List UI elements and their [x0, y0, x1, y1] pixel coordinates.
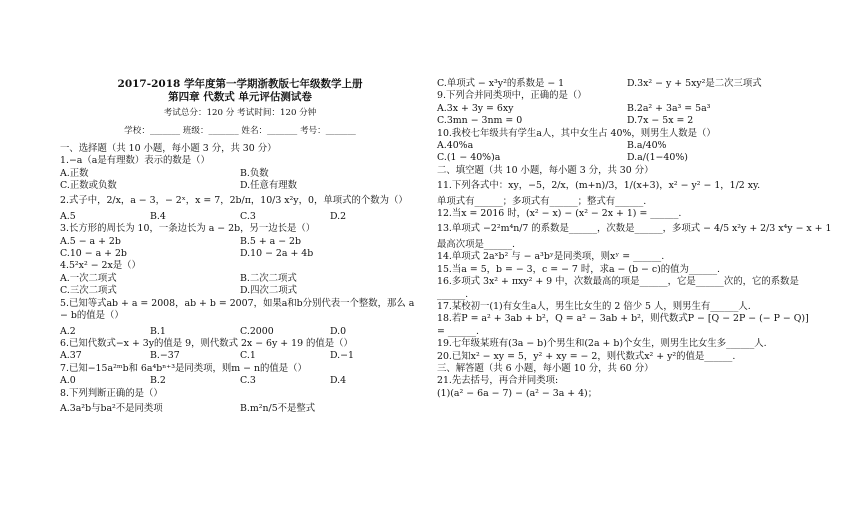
student-info: 学校：_______ 班级：_______ 姓名：_______ 考号：_______ [124, 126, 356, 137]
question-11: 11.下列各式中：xy，−5，2/x，(m+n)/3，1/(x+3)，x² − y² − 1，1/2 xy. [437, 180, 761, 192]
question-3-options [60, 236, 420, 248]
option: A.3x + 3y = 6xy [437, 102, 514, 114]
option: A.一次二项式 [60, 272, 117, 284]
left-column [60, 0, 420, 415]
question-7-options [60, 375, 420, 387]
option: D.7x − 5x = 2 [627, 115, 694, 127]
option: B.2 [150, 375, 166, 387]
option: B.负数 [240, 167, 269, 179]
question-11-blanks: 单项式有______；多项式有______；整式有______. [437, 195, 647, 207]
option: B.4 [150, 210, 166, 222]
question-10-options [437, 140, 817, 152]
question-6: 6.已知代数式−x + 3y的值是 9，则代数式 2x − 6y + 19 的值是（） [60, 337, 353, 349]
option: D.a/(1−40%) [627, 152, 688, 164]
option: D.2 [330, 210, 347, 222]
question-1-options-2 [60, 180, 420, 192]
option: D.3x² − y + 5xy²是二次三项式 [627, 78, 762, 89]
option: C.单项式 − x³y²的系数是 − 1 [437, 78, 565, 89]
option: C.三次二项式 [60, 285, 117, 297]
option: C.3 [240, 210, 256, 222]
option: A.40%a [437, 140, 474, 152]
question-5: 5.已知等式ab + a = 2008，ab + b = 2007，如果a和b分别代表一个整数，那么 a − b的值是（） [60, 297, 415, 322]
right-column [437, 0, 832, 400]
option: A.5 − a + 2b [60, 235, 121, 247]
option: C.2000 [240, 325, 274, 337]
option: C.3mn − 3nm = 0 [437, 115, 523, 127]
option: A.5 [60, 210, 76, 222]
question-20: 20.已知x² − xy = 5，y² + xy = − 2，则代数式x² + y²的值是______. [437, 350, 736, 362]
exam-subtitle: 第四章 代数式 单元评估测试卷 [168, 91, 312, 103]
option: D.−1 [330, 350, 354, 362]
option: C.1 [240, 350, 256, 362]
question-10-options-2 [437, 152, 817, 164]
option: B.2a² + 3a³ = 5a³ [627, 102, 711, 114]
option: B.5 + a − 2b [240, 235, 302, 247]
option: D.0 [330, 325, 347, 337]
section-1-heading: 一、选择题（共 10 小题，每小题 3 分，共 30 分） [60, 142, 277, 154]
question-2-options [60, 211, 420, 223]
question-16: 16.多项式 3x² + πxy² + 9 中，次数最高的项是______，它是______次的，它的系数是______. [437, 276, 799, 300]
option: B.−37 [150, 350, 180, 362]
option: C.正数或负数 [60, 180, 117, 192]
question-13-cont: 最高次项是______. [437, 238, 515, 250]
question-9-options [437, 103, 817, 115]
exam-info: 考试总分：120 分 考试时间：120 分钟 [163, 108, 317, 118]
option: B.a/40% [627, 140, 667, 152]
option: A.3a²b与ba²不是同类项 [60, 402, 163, 414]
question-21: 21.先去括号，再合并同类项: [437, 375, 559, 387]
option: D.4 [330, 375, 347, 387]
option: B.二次二项式 [240, 272, 297, 284]
question-17: 17.某校初一(1)有女生a人，男生比女生的 2 倍少 5 人，则男生有______人. [437, 300, 751, 312]
question-14: 14.单项式 2aˣb² 与 − a³bʸ是同类项，则xʸ = ______. [437, 251, 665, 263]
question-4-options-2 [60, 285, 420, 297]
question-2: 2.式子中，2/x，a − 3，− 2ˣ，x = 7，2b/π，10/3 x²y，0，单项式的个数为（） [60, 195, 408, 207]
question-5-options [60, 326, 420, 338]
section-3-heading: 三、解答题（共 6 小题，每小题 10 分，共 60 分） [437, 362, 654, 374]
question-15: 15.当a = 5，b = − 3，c = − 7 时，求a − (b − c)的值为______. [437, 263, 721, 275]
question-1: 1.−a（a是有理数）表示的数是（） [60, 155, 210, 167]
option: D.任意有理数 [240, 180, 298, 192]
option: A.37 [60, 350, 82, 362]
option: C.(1 − 40%)a [437, 152, 501, 164]
option: D.10 − 2a + 4b [240, 248, 314, 260]
question-3: 3.长方形的周长为 10，一条边长为 a − 2b，另一边长是（） [60, 223, 316, 235]
section-2-heading: 二、填空题（共 10 小题，每小题 3 分，共 30 分） [437, 164, 654, 176]
question-6-options [60, 350, 420, 362]
question-12: 12.当x = 2016 时，(x² − x) − (x² − 2x + 1) = ______. [437, 208, 682, 220]
question-8: 8.下列判断正确的是（） [60, 387, 163, 399]
question-4: 4.5²x² − 2x是（） [60, 260, 141, 272]
option: D.四次二项式 [240, 285, 298, 297]
question-10: 10.我校七年级共有学生a人，其中女生占 40%，则男生人数是（） [437, 127, 716, 139]
question-1-options [60, 168, 420, 180]
option: A.正数 [60, 167, 89, 179]
question-7: 7.已知−15a²ᵐb和 6a⁴bⁿ⁺³是同类项，则m − n的值是（） [60, 362, 307, 374]
question-19: 19.七年级某班有(3a − b)个男生和(2a + b)个女生，则男生比女生多______人. [437, 338, 767, 350]
option: C.10 − a + 2b [60, 248, 127, 260]
question-9: 9.下列合并同类项中，正确的是（） [437, 90, 587, 102]
option: A.0 [60, 375, 76, 387]
question-21-part-1: (1)(a² − 6a − 7) − (a² − 3a + 4)； [437, 387, 598, 399]
option: A.2 [60, 325, 76, 337]
question-9-options-2 [437, 115, 817, 127]
question-4-options [60, 273, 420, 285]
option: B.1 [150, 325, 166, 337]
question-13: 13.单项式 −2²m⁴n/7 的系数是______，次数是______，多项式 − 4/5 x²y + 2/3 x⁴y − x + 1 [437, 223, 832, 235]
question-3-options-2 [60, 248, 420, 260]
question-8-options-cd [437, 78, 817, 90]
question-8-options [60, 403, 420, 415]
question-18: 18.若P = a² + 3ab + b²，Q = a² − 3ab + b²，则代数式P − [Q − 2P − (− P − Q)] = ______. [437, 313, 809, 337]
exam-title: 2017-2018 学年度第一学期浙教版七年级数学上册 [117, 78, 363, 90]
option: C.3 [240, 375, 256, 387]
option: B.m²n/5不是整式 [240, 402, 316, 414]
